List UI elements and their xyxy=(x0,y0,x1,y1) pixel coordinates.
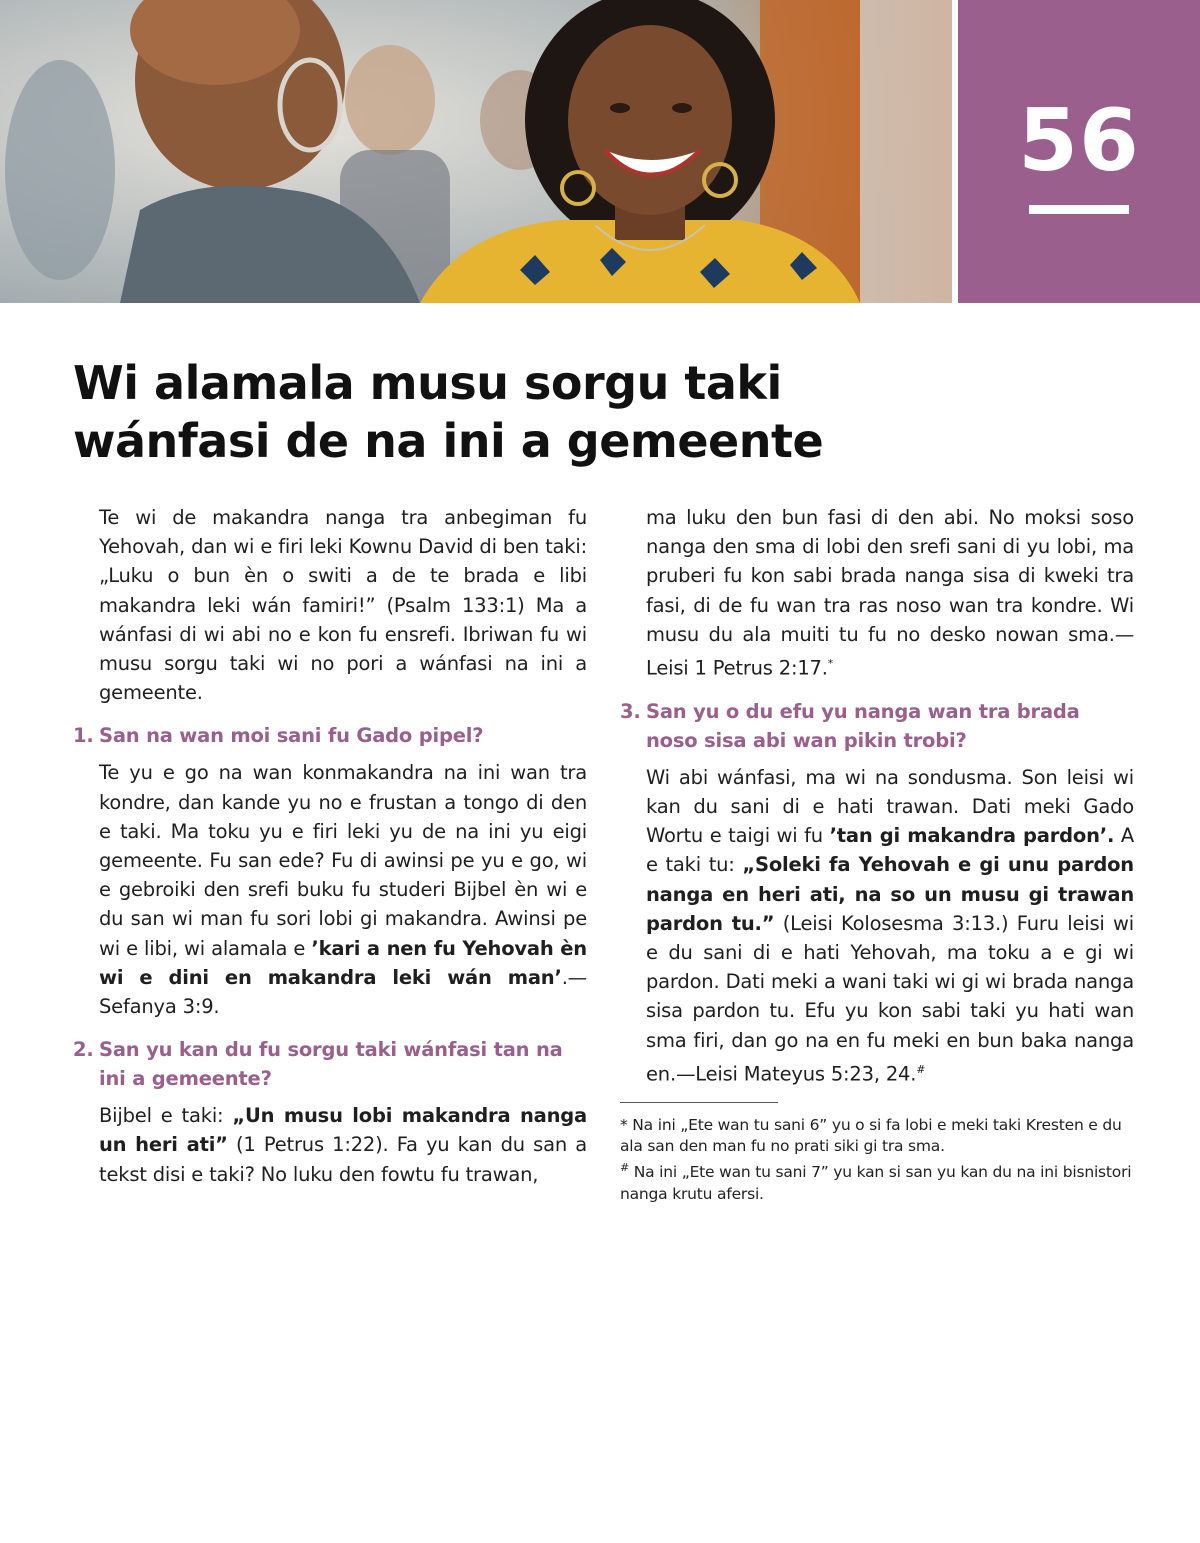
question-3 xyxy=(620,697,1134,755)
answer-3-bold-quote: „Soleki fa Yehovah e gi unu pardon nanga en heri ati, na so un musu gi trawan pardon tu.” xyxy=(646,853,1134,935)
answer-2-paragraph xyxy=(73,1101,587,1189)
answer-1-text: Te yu e go na wan konmakandra na ini wan tra kondre, dan kande yu no e frustan a tongo di den e taki. Ma toku yu e firi leki yu de na ini yu eigi gemeente. Fu san ede? Fu di awinsi pe yu e go, wi e gebroiki den srefi buku fu studeri Bijbel èn wi e du san wi man fu sori lobi gi makandra. Awinsi pe wi e libi, wi alamala e xyxy=(99,761,587,960)
footnote-2-text: Na ini „Ete wan tu sani 7” yu kan si san yu kan du na ini bisnistori nanga krutu afersi. xyxy=(620,1163,1132,1203)
footnote-marker-hash[interactable]: # xyxy=(916,1062,926,1076)
answer-1-reference: .—Sefanya 3:9. xyxy=(99,965,587,1019)
answer-3-text-2: A e taki tu: xyxy=(646,824,1134,877)
answer-2-continuation-text: ma luku den bun fasi di den abi. No moksi soso nanga den sma di lobi den srefi sani di yu lobi, ma pruberi fu kon sabi brada nanga sisa di kweki tra fasi, di de fu wan tra ras noso wan tra kondre. Wi musu du ala muiti tu fu no desko nowan sma.—Leisi 1 Petrus 2:17. xyxy=(646,506,1134,680)
answer-2-text: Bijbel e taki: xyxy=(99,1104,233,1128)
answer-3-text-3: (Leisi Kolosesma 3:13.) Furu leisi wi e du sani di e hati Yehovah, ma toku a e gi wi pardon. Dati meki a wani taki wi gi wi brada nanga sisa pardon tu. Efu yu kon sabi taki yu hati wan sma firi, dan go na en fu meki en bun baka nanga en.—Leisi Mateyus 5:23, 24. xyxy=(646,911,1134,1086)
answer-1-paragraph xyxy=(73,758,587,1021)
question-3-text: San yu o du efu yu nanga wan tra brada noso sisa abi wan pikin trobi? xyxy=(646,699,1080,752)
lesson-number-box xyxy=(958,0,1200,303)
lesson-number-underline xyxy=(1029,205,1129,214)
footnote-marker-asterisk[interactable]: * xyxy=(827,657,834,671)
footnote-1 xyxy=(620,1115,1134,1157)
lesson-number: 56 xyxy=(1018,91,1140,191)
header-photo xyxy=(0,0,952,303)
footnote-1-text: Na ini „Ete wan tu sani 6” yu o si fa lobi e meki taki Kresten e du ala san den man fu no prati siki gi tra sma. xyxy=(620,1116,1122,1156)
answer-3-text: Wi abi wánfasi, ma wi na sondusma. Son leisi wi kan du sani di e hati trawan. Dati meki Gado Wortu e taigi wi fu xyxy=(646,765,1134,848)
page-title-line1: Wi alamala musu sorgu taki xyxy=(73,356,782,410)
page-title xyxy=(73,354,893,470)
answer-2-continuation xyxy=(620,503,1134,683)
answer-1-bold-quote: ’kari a nen fu Yehovah èn wi e dini en makandra leki wán man’ xyxy=(99,936,587,989)
question-2 xyxy=(73,1035,587,1093)
right-column xyxy=(620,503,1134,1205)
footnote-1-mark: * xyxy=(620,1116,628,1135)
intro-paragraph: Te wi de makandra nanga tra anbegiman fu Yehovah, dan wi e firi leki Kownu David di ben taki: „Luku o bun èn o switi a de te brada e libi makandra leki wán famiri!” (Psalm 133:1) Ma a wánfasi di wi abi no e kon fu ensrefi. Ibriwan fu wi musu sorgu taki wi no pori a wánfasi na ini a gemeente. xyxy=(99,506,587,705)
answer-2-bold-quote: „Un musu lobi makandra nanga un heri ati” xyxy=(99,1104,587,1157)
question-3-number: 3. xyxy=(620,699,641,723)
footnote-2-mark: # xyxy=(620,1161,630,1175)
photo-illustration xyxy=(0,0,952,303)
question-1 xyxy=(73,721,587,750)
page-title-line2: wánfasi de na ini a gemeente xyxy=(73,414,824,468)
answer-3-paragraph xyxy=(620,763,1134,1089)
question-1-number: 1. xyxy=(73,724,94,748)
answer-2-text-continued: (1 Petrus 1:22). Fa yu kan du san a tekst disi e taki? No luku den fowtu fu trawan, xyxy=(99,1133,587,1186)
footnote-divider xyxy=(620,1102,778,1103)
left-column xyxy=(73,503,587,1189)
question-1-text: San na wan moi sani fu Gado pipel? xyxy=(99,724,484,748)
footnote-2 xyxy=(620,1157,1134,1204)
question-2-number: 2. xyxy=(73,1038,94,1062)
question-2-text: San yu kan du fu sorgu taki wánfasi tan na ini a gemeente? xyxy=(99,1038,563,1091)
answer-3-bold-phrase: ’tan gi makandra pardon’. xyxy=(829,824,1115,848)
